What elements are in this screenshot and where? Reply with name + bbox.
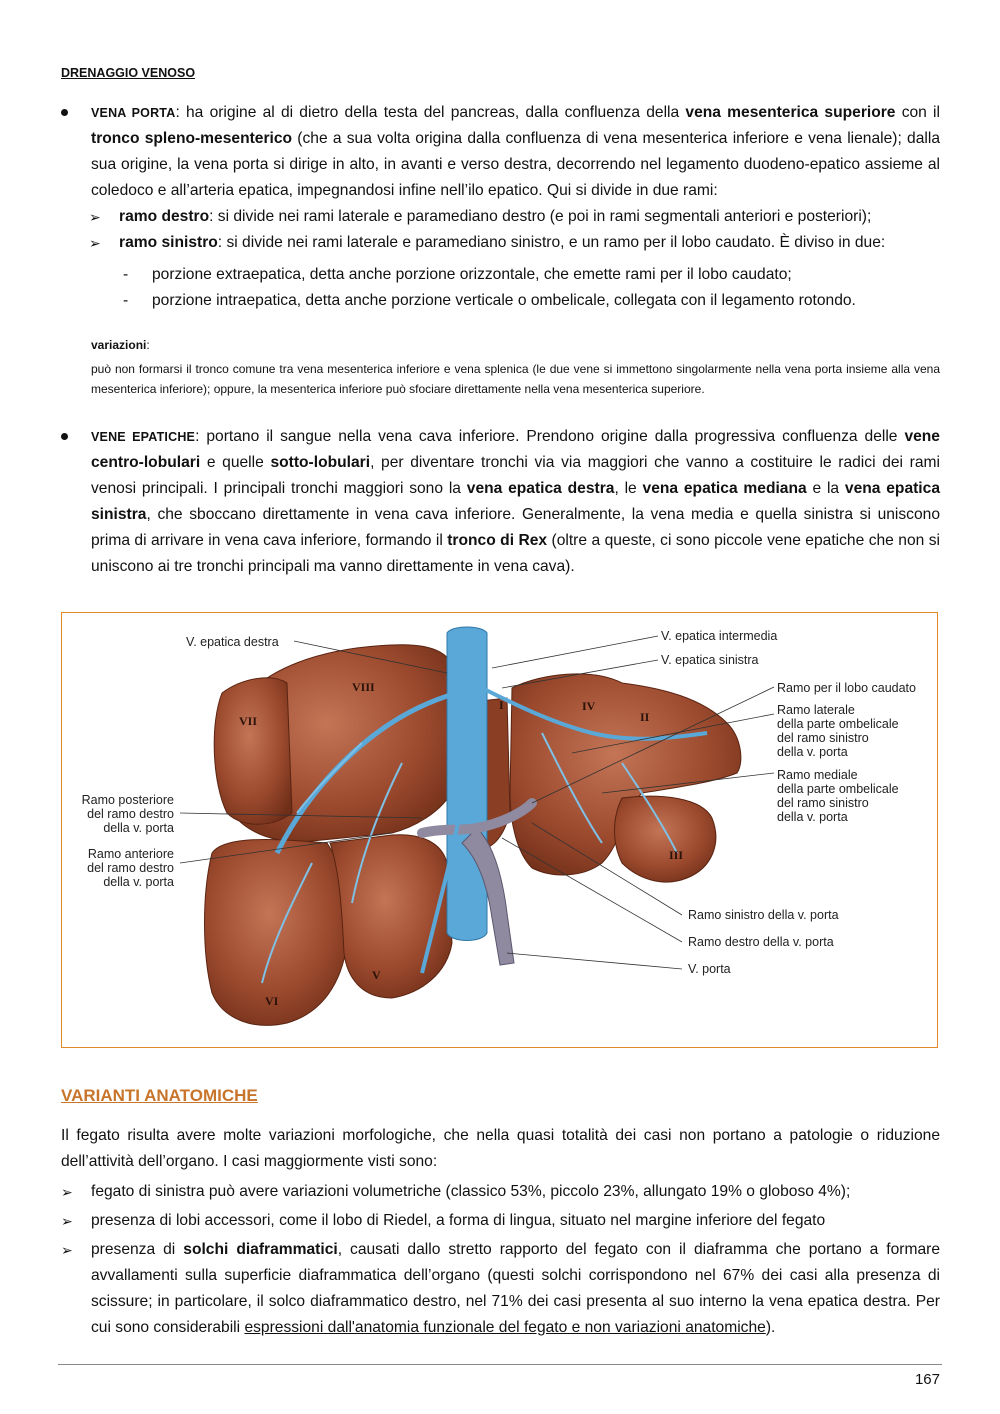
liver-venous-figure [61,612,938,1048]
label-ramo-anteriore-2: del ramo destro [87,861,174,875]
text: presenza di lobi accessori, come il lobo di Riedel, a forma di lingua, situato nel margine inferiore del fegato [91,1212,826,1229]
dash-bullet: - [123,292,129,309]
variazioni-label: variazioni [91,338,147,352]
text: fegato di sinistra può avere variazioni volumetriche (classico 53%, piccolo 23%, allungato 19% o globoso 4%); [91,1183,851,1200]
label-ramo-anteriore-1: Ramo anteriore [87,847,174,861]
label-ramo-mediale-3: del ramo sinistro [777,796,869,810]
bold-term: ramo sinistro [119,234,218,251]
arrow-bullet-icon: ➢ [89,235,101,251]
arrow-bullet-icon: ➢ [61,1213,73,1229]
bold-term: ramo destro [119,208,210,225]
segment-ii-label: II [640,710,650,724]
text: , causati dallo stretto rapporto del fegato con il diaframma che portano a formare avvallamenti sulla superficie diaframmatica dell’organo (questi solchi corrispondono nel 67% dei casi alla presenza di scissure; in particolare, il solco diaframmatico destro, nel 71% dei casi presenta al suo interno la vena epatica destra. Per cui sono considerabili [91,1241,940,1336]
text: : si divide nei rami laterale e paramediano destro (e poi in rami segmentali anteriori e posteriori); [209,208,872,225]
page-number: 167 [914,1371,940,1388]
text: ). [765,1319,776,1336]
label-epatica-destra: V. epatica destra [186,635,279,649]
label-ramo-posteriore-3: della v. porta [103,821,174,835]
label-ramo-laterale-1: Ramo laterale [777,703,855,717]
varianti-item [61,1237,940,1341]
text: : ha origine al di dietro della testa del pancreas, dalla confluenza della [175,104,686,121]
varianti-item [61,1179,940,1205]
bullet-icon [61,433,68,440]
segment-v-label: V [372,968,381,982]
vena-porta-paragraph [61,100,940,204]
label-epatica-intermedia: V. epatica intermedia [661,629,778,643]
varianti-section [61,1123,940,1341]
text: con il [895,104,940,121]
segment-viii-label: VIII [352,680,375,694]
text: , per diventare tronchi via via maggiori che vanno a costituire le radici dei rami venosi principali. I principali tronchi maggiori sono la [91,454,940,497]
bold-term: vena mesenterica superiore [685,104,896,121]
label-ramo-posteriore-2: del ramo destro [87,807,174,821]
text: : portano il sangue nella vena cava inferiore. Prendono origine dalla progressiva confluenza delle [195,428,905,445]
label-ramo-sinistro-porta: Ramo sinistro della v. porta [688,908,839,922]
bold-term: tronco di Rex [447,532,548,549]
varianti-title: VARIANTI ANATOMICHE [61,1086,258,1105]
varianti-item [61,1208,940,1234]
text: (che a sua volta origina dalla confluenza di vena mesenterica inferiore e vena lienale); dalla sua origine, la vena porta si dirige in alto, in avanti e verso destra, decorrendo nel legamento duodeno-epatico assieme al coledoco e all’arteria epatica, impegnandosi infine nell’ilo epatico. Qui si divide in due rami: [91,130,940,199]
label-ramo-mediale-1: Ramo mediale [777,768,858,782]
footer-divider [58,1364,942,1365]
segment-iii-label: III [669,848,684,862]
label-ramo-mediale-4: della v. porta [777,810,848,824]
label-ramo-laterale-3: del ramo sinistro [777,731,869,745]
segment-vii-label: VII [239,714,258,728]
arrow-bullet-icon: ➢ [61,1184,73,1200]
vene-epatiche-paragraph [61,424,940,580]
label-vena-porta: V. porta [688,962,731,976]
text: e quelle [200,454,271,471]
text: , che sboccano direttamente in vena cava inferiore. Generalmente, la vena media e quella sinistra si uniscono prima di arrivare in vena cava inferiore, formando il [91,506,940,549]
label-ramo-posteriore-1: Ramo posteriore [81,793,174,807]
text: , le [614,480,643,497]
variazioni-note [91,335,940,399]
text: porzione extraepatica, detta anche porzione orizzontale, che emette rami per il lobo caudato; [152,266,792,283]
varianti-intro: Il fegato risulta avere molte variazioni morfologiche, che nella quasi totalità dei casi non portano a patologie o riduzione dell’attività dell’organo. I casi maggiormente visti sono: [61,1127,940,1170]
underlined-text: espressioni dall'anatomia funzionale del fegato e non variazioni anatomiche [244,1319,766,1336]
ramo-destro-item [61,204,940,230]
liver-segment-vii [214,678,292,824]
ramo-sinistro-item [61,230,940,256]
label-epatica-sinistra: V. epatica sinistra [661,653,759,667]
bold-term: tronco spleno-mesenterico [91,130,293,147]
liver-illustration [62,613,938,1048]
segment-vi-label: VI [265,994,279,1008]
label-ramo-mediale-2: della parte ombelicale [777,782,899,796]
inferior-vena-cava [447,627,487,941]
dash-bullet: - [123,266,129,283]
bullet-icon [61,109,68,116]
segment-i-label: I [499,698,504,712]
vene-epatiche-term: VENE EPATICHE [91,430,196,444]
segment-iv-label: IV [582,699,596,713]
vena-porta-term: VENA PORTA [91,106,176,120]
variazioni-text: può non formarsi il tronco comune tra vena mesenterica inferiore e vena splenica (le due vene si immettono singolarmente nella vena porta insieme alla vena mesenterica inferiore); oppure, la mesenterica inferiore può sfociare direttamente nella vena mesenterica superiore. [91,362,940,396]
dash-item [61,262,940,288]
text: : si divide nei rami laterale e paramediano sinistro, e un ramo per il lobo caudato. È diviso in due: [217,234,886,251]
text: (oltre a queste, ci sono piccole vene epatiche che non si uniscono ai tre tronchi principali ma vanno direttamente in vena cava). [91,532,940,575]
text: porzione intraepatica, detta anche porzione verticale o ombelicale, collegata con il legamento rotondo. [152,292,856,309]
bold-term: vena epatica mediana [642,480,807,497]
vena-porta-section [61,100,940,314]
label-ramo-anteriore-3: della v. porta [103,875,174,889]
label-ramo-laterale-2: della parte ombelicale [777,717,899,731]
bold-term: sotto-lobulari [270,454,371,471]
arrow-bullet-icon: ➢ [61,1242,73,1258]
arrow-bullet-icon: ➢ [89,209,101,225]
label-ramo-caudato: Ramo per il lobo caudato [777,681,916,695]
label-ramo-destro-porta: Ramo destro della v. porta [688,935,834,949]
label-ramo-laterale-4: della v. porta [777,745,848,759]
text: presenza di [91,1241,184,1258]
bold-term: vena epatica destra [466,480,615,497]
section-title: DRENAGGIO VENOSO [61,66,196,80]
liver-segment-v [330,835,452,998]
text: : [146,338,150,352]
bold-term: solchi diaframmatici [183,1241,338,1258]
vene-epatiche-section [61,424,940,580]
liver-segment-iii [615,796,716,882]
text: e la [806,480,845,497]
bold-term: vena epatica sinistra [91,480,940,523]
bold-term: vene centro-lobulari [91,428,940,471]
dash-item [61,288,940,314]
